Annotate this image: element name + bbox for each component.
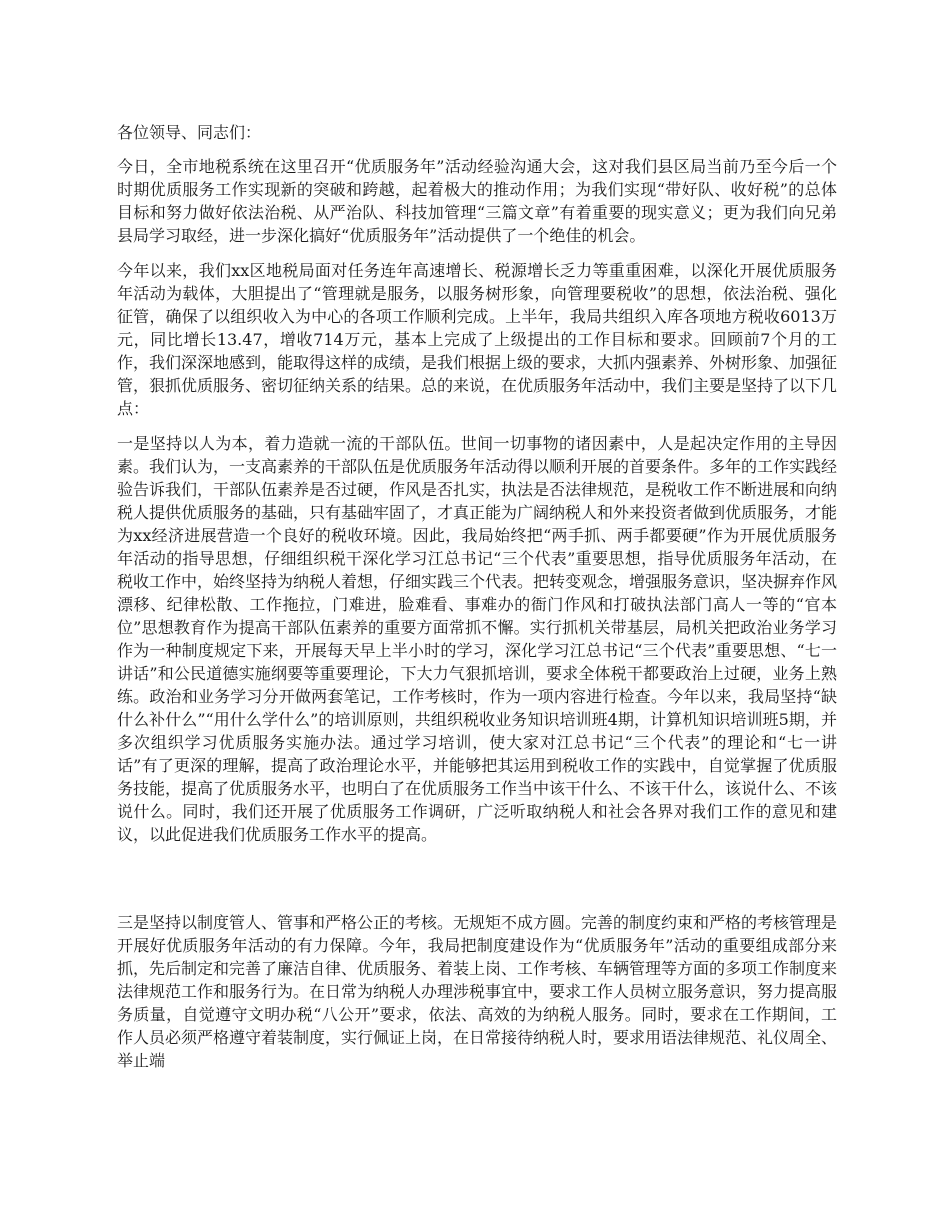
salutation: 各位领导、同志们： [117, 123, 262, 142]
document-body [117, 121, 837, 1084]
paragraph-point-one: 一是坚持以人为本，着力造就一流的干部队伍。世间一切事物的诸因素中，人是起决定作用的主导因素。我们认为，一支高素养的干部队伍是优质服务年活动得以顺利开展的首要条件。多年的工作实践经验告诉我们，干部队伍素养是否过硬，作风是否扎实，执法是否法律规范，是税收工作不断进展和向纳税人提供优质服务的基础，只有基础牢固了，才真正能为广阔纳税人和外来投资者做到优质服务，才能为xx经济进展营造一个良好的税收环境。因此，我局始终把“两手抓、两手都要硬”作为开展优质服务年活动的指导思想，仔细组织税干深化学习江总书记“三个代表”重要思想，指导优质服务年活动，在税收工作中，始终坚持为纳税人着想，仔细实践三个代表。把转变观念，增强服务意识，坚决摒弃作风漂移、纪律松散、工作拖拉，门难进，脸难看、事难办的衙门作风和打破执法部门高人一等的“官本位”思想教育作为提高干部队伍素养的重要方面常抓不懈。实行抓机关带基层，局机关把政治业务学习作为一种制度规定下来，开展每天早上半小时的学习，深化学习江总书记“三个代表”重要思想、“七一讲话”和公民道德实施纲要等重要理论，下大力气狠抓培训，要求全体税干都要政治上过硬，业务上熟练。政治和业务学习分开做两套笔记，工作考核时，作为一项内容进行检查。今年以来，我局坚持“缺什么补什么”“用什么学什么”的培训原则，共组织税收业务知识培训班4期，计算机知识培训班5期，并多次组织学习优质服务实施办法。通过学习培训，使大家对江总书记“三个代表”的理论和“七一讲话”有了更深的理解，提高了政治理论水平，并能够把其运用到税收工作的实践中，自觉掌握了优质服务技能，提高了优质服务水平，也明白了在优质服务工作当中该干什么、不该干什么，该说什么、不该说什么。同时，我们还开展了优质服务工作调研，广泛听取纳税人和社会各界对我们工作的意见和建议，以此促进我们优质服务工作水平的提高。 [117, 434, 838, 844]
paragraph-point-three: 三是坚持以制度管人、管事和严格公正的考核。无规矩不成方圆。完善的制度约束和严格的考核管理是开展好优质服务年活动的有力保障。今年，我局把制度建设作为“优质服务年”活动的重要组成部分来抓，先后制定和完善了廉洁自律、优质服务、着装上岗、工作考核、车辆管理等方面的多项工作制度来法律规范工作和服务行为。在日常为纳税人办理涉税事宜中，要求工作人员树立服务意识，努力提高服务质量，自觉遵守文明办税“八公开”要求，依法、高效的为纳税人服务。同时，要求在工作期间，工作人员必须严格遵守着装制度，实行佩证上岗，在日常接待纳税人时，要求用语法律规范、礼仪周全、举止端 [117, 913, 838, 1070]
section-gap [117, 858, 837, 911]
paragraph-opening: 今日，全市地税系统在这里召开“优质服务年”活动经验沟通大会，这对我们县区局当前乃至今后一个时期优质服务工作实现新的突破和跨越，起着极大的推动作用；为我们实现“带好队、收好税”的总体目标和努力做好依法治税、从严治队、科技加管理“三篇文章”有着重要的现实意义；更为我们向兄弟县局学习取经，进一步深化搞好“优质服务年”活动提供了一个绝佳的机会。 [117, 157, 837, 245]
paragraph-summary: 今年以来，我们xx区地税局面对任务连年高速增长、税源增长乏力等重重困难，以深化开展优质服务年活动为载体，大胆提出了“管理就是服务，以服务树形象，向管理要税收”的思想，依法治税、强化征管，确保了以组织收入为中心的各项工作顺利完成。上半年，我局共组织入库各项地方税收6013万元，同比增长13.47，增收714万元，基本上完成了上级提出的工作目标和要求。回顾前7个月的工作，我们深深地感到，能取得这样的成绩，是我们根据上级的要求，大抓内强素养、外树形象、加强征管，狠抓优质服务、密切征纳关系的结果。总的来说，在优质服务年活动中，我们主要是坚持了以下几点： [117, 261, 838, 418]
